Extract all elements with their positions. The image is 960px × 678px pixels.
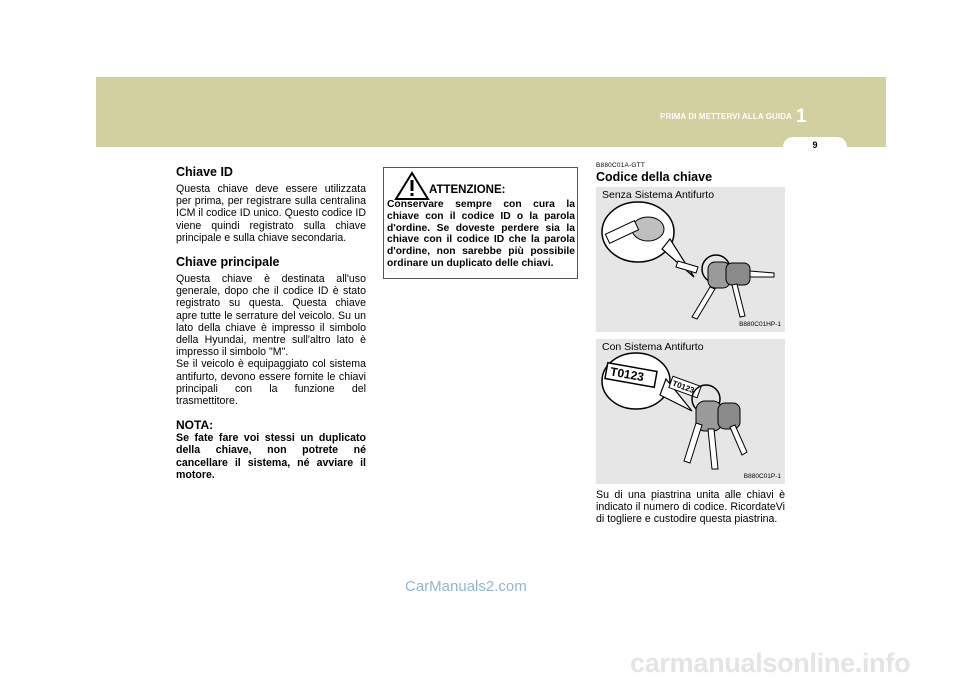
left-column [176, 165, 366, 481]
figure-con-antifurto [596, 339, 785, 484]
warning-box [383, 167, 578, 279]
heading-chiave-id: Chiave ID [176, 165, 233, 179]
figure-2-tag-small: T0123 [671, 378, 696, 396]
reference-code: B880C01A-GTT [596, 162, 646, 169]
figure-1-label: Senza Sistema Antifurto [602, 189, 715, 201]
figure-2-label: Con Sistema Antifurto [602, 341, 704, 353]
warning-body: Conservare sempre con cura la chiave con il codice ID o la parola d'ordine. Se doveste perdere sia la chiave con il codice ID che la parola d'ordine, non sarebbe più possibile ordinare un duplicato delle chiavi. [387, 199, 575, 269]
right-column [596, 162, 786, 184]
warning-triangle-icon [394, 171, 430, 201]
figure-caption: Su di una piastrina unita alle chiavi è indicato il numero di codice. RicordateVi di togliere e custodire questa piastrina. [596, 489, 785, 526]
paragraph-chiave-principale: Questa chiave è destinata all'uso generale, dopo che il codice ID è stato registrato su questa. Questa chiave apre tutte le serrature del veicolo. Su un lato della chiave è impresso il simbolo della Hyundai, mentre sull'altro lato è impresso il simbolo "M". [176, 273, 366, 359]
nota-title: NOTA: [176, 418, 214, 433]
chapter-title: PRIMA DI METTERVI ALLA GUIDA [660, 112, 792, 121]
chapter-number: 1 [796, 106, 807, 127]
page-number: 9 [812, 140, 818, 150]
heading-chiave-principale: Chiave principale [176, 255, 280, 270]
figure-1-ref: B880C01HP-1 [739, 321, 781, 328]
watermark-carmanualsonline: carmanualsonline.info [630, 648, 911, 678]
watermark-carmanuals: CarManuals2.com [405, 578, 527, 595]
nota-body: Se fate fare voi stessi un duplicato della chiave, non potrete né cancellare il sistema, né avviare il motore. [176, 432, 366, 481]
keys-illustration-2 [596, 339, 785, 484]
keys-illustration-1 [596, 187, 785, 332]
warning-title: ATTENZIONE: [429, 184, 506, 196]
section-title: Codice della chiave [596, 170, 713, 184]
paragraph-antifurto: Se il veicolo è equipaggiato col sistema antifurto, devono essere fornite le chiavi principali con la funzione del trasmettitore. [176, 358, 366, 408]
figure-senza-antifurto [596, 187, 785, 332]
figure-2-ref: B880C01P-1 [743, 473, 781, 480]
figure-2-tag-large: T0123 [609, 364, 646, 385]
paragraph-chiave-id: Questa chiave deve essere utilizzata per prima, per registrare sulla centralina ICM il codice ID unico. Questo codice ID viene quindi registrato sulla chiave principale e sulla chiave secondaria. [176, 183, 366, 244]
